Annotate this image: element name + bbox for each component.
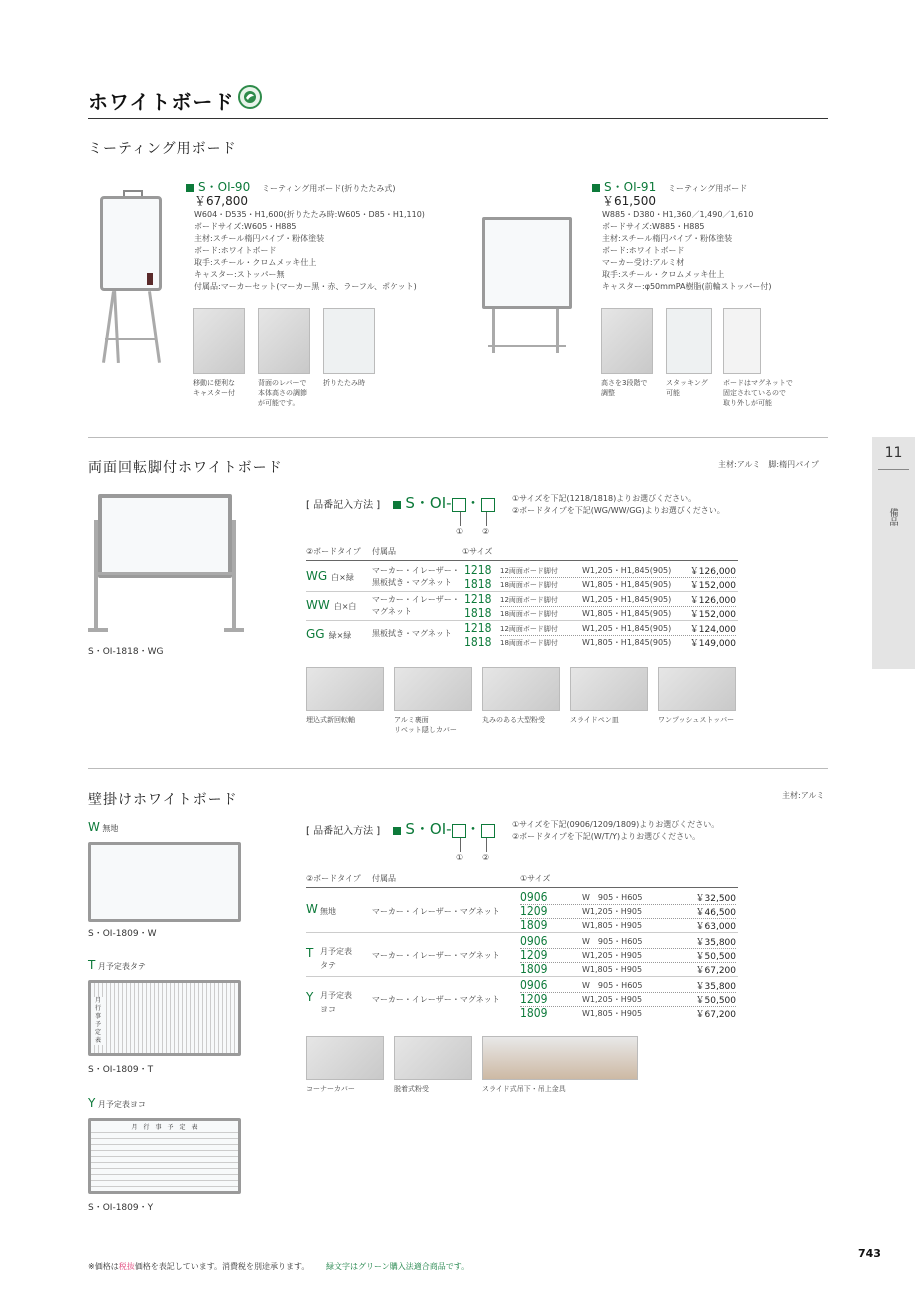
caption-magnet: ボードはマグネットで 固定されているので 取り外しが可能 xyxy=(723,379,793,407)
dimensions: W1,805・H1,845(905) xyxy=(582,609,672,618)
size-code: 1809 xyxy=(520,1006,548,1020)
board-type-desc: 無地 xyxy=(320,907,336,916)
price: ￥67,200 xyxy=(695,1010,736,1020)
eco-mark-icon xyxy=(238,85,262,109)
board-type-desc: 白×白 xyxy=(333,602,357,611)
wall-model-w: S・OI-1809・W xyxy=(88,929,157,939)
price: ￥35,800 xyxy=(695,938,736,948)
order-connector xyxy=(460,512,461,526)
board-type-cell xyxy=(306,627,351,641)
photo-lever xyxy=(258,308,310,374)
accessories-cell: マグネット xyxy=(372,607,412,616)
price: ￥152,000 xyxy=(689,610,736,620)
rotating-board-image xyxy=(88,492,244,640)
side-tab xyxy=(872,437,915,669)
accessories-cell: マーカー・イレーザー・マグネット xyxy=(372,951,500,960)
board-type-cell xyxy=(306,902,318,916)
wall-header-acc: 付属品 xyxy=(372,874,396,883)
photo-corner-cover xyxy=(306,1036,384,1080)
leg-type: 12両面ボード脚付 xyxy=(500,567,558,575)
meeting-board-91-image xyxy=(478,215,576,361)
dimensions: W1,205・H1,845(905) xyxy=(582,595,672,604)
board-type-cell xyxy=(306,598,356,612)
accessories-cell: マーカー・イレーザー・マグネット xyxy=(372,995,500,1004)
caption-corner-cover: コーナーカバー xyxy=(306,1085,355,1093)
photo-pen-tray xyxy=(570,667,648,711)
accessories-cell: 黒板拭き・マグネット xyxy=(372,578,452,587)
wall-header-size: ①サイズ xyxy=(520,874,551,883)
table-rule xyxy=(306,887,738,888)
wall-material: 主材:アルミ xyxy=(782,791,825,800)
rotating-header-type: ②ボードタイプ xyxy=(306,547,361,556)
product-code-oi91: S・OI-91 ミーティング用ボード xyxy=(592,178,747,195)
photo-stacking xyxy=(666,308,712,374)
accessories-cell: マーカー・イレーザー・ xyxy=(372,595,460,604)
size-code: 1209 xyxy=(520,992,548,1006)
wall-type-t-label: T 月予定表タテ xyxy=(88,958,146,972)
order-circle-1: ① xyxy=(456,853,464,862)
accessories-cell: 黒板拭き・マグネット xyxy=(372,629,452,638)
rotating-header-size: ①サイズ xyxy=(462,547,493,556)
caption-folded: 折りたたみ時 xyxy=(323,379,365,387)
wall-board-w-image xyxy=(88,842,241,922)
order-circle-2: ② xyxy=(482,527,490,536)
wall-model-t: S・OI-1809・T xyxy=(88,1065,154,1075)
accessories-cell: マーカー・イレーザー・マグネット xyxy=(372,907,500,916)
price: ￥152,000 xyxy=(689,581,736,591)
caption-detachable-tray: 脱着式粉受 xyxy=(394,1085,429,1093)
dimensions: W 905・H605 xyxy=(582,893,643,902)
size-code: 0906 xyxy=(520,890,548,904)
price-oi90: ￥67,800 xyxy=(194,194,248,208)
side-tab-number: 11 xyxy=(884,445,903,461)
price: ￥63,000 xyxy=(695,922,736,932)
order-circle-2: ② xyxy=(482,853,490,862)
board-type-code: Y xyxy=(306,990,314,1004)
caption-rotation-axis: 埋込式新回転軸 xyxy=(306,716,355,724)
dimensions: W 905・H605 xyxy=(582,937,643,946)
caption-stacking: スタッキング 可能 xyxy=(666,379,708,397)
price: ￥149,000 xyxy=(689,639,736,649)
size-code: 1809 xyxy=(520,962,548,976)
size-code: 1809 xyxy=(520,918,548,932)
size-code: 1218 xyxy=(464,592,492,606)
photo-tray xyxy=(482,667,560,711)
rotating-notes: ①サイズを下記(1218/1818)よりお選びください。 ②ボードタイプを下記(WG/WW/GG)よりお選びください。 xyxy=(512,494,725,515)
size-code: 0906 xyxy=(520,978,548,992)
board-type-code: WG xyxy=(306,569,328,583)
row-rule xyxy=(306,591,738,592)
price: ￥126,000 xyxy=(689,596,736,606)
divider-2 xyxy=(88,768,828,769)
side-tab-label: 備品 xyxy=(887,508,898,526)
wall-board-t-image: 月 行 事 予 定 表 xyxy=(88,980,241,1056)
leg-type: 12両面ボード脚付 xyxy=(500,596,558,604)
section-title-wall: 壁掛けホワイトボード xyxy=(88,792,238,808)
table-rule xyxy=(306,560,738,561)
price: ￥35,800 xyxy=(695,982,736,992)
leg-type: 18両面ボード脚付 xyxy=(500,581,558,589)
size-code: 1218 xyxy=(464,563,492,577)
caption-lever: 背面のレバーで 本体高さの調節 が可能です。 xyxy=(258,379,307,407)
board-type-desc: 月予定表 xyxy=(320,991,352,1000)
board-type-cell xyxy=(306,569,354,583)
board-type-desc: 白×緑 xyxy=(331,573,354,582)
meeting-board-image xyxy=(95,188,170,368)
board-type-code: W xyxy=(306,902,318,916)
wall-model-y: S・OI-1809・Y xyxy=(88,1203,154,1213)
photo-height-adjust xyxy=(601,308,653,374)
size-code: 1818 xyxy=(464,577,492,591)
wall-type-w-label: W 無地 xyxy=(88,820,119,834)
product-code-oi90: S・OI-90 ミーティング用ボード(折りたたみ式) xyxy=(186,178,395,195)
wall-header-type: ②ボードタイプ xyxy=(306,874,361,883)
size-code: 1209 xyxy=(520,948,548,962)
photo-caster xyxy=(193,308,245,374)
dimensions: W1,205・H905 xyxy=(582,951,643,960)
board-type-code: GG xyxy=(306,627,325,641)
rotating-header-acc: 付属品 xyxy=(372,547,396,556)
row-rule xyxy=(306,976,738,977)
caption-caster: 移動に便利な キャスター付 xyxy=(193,379,235,397)
photo-detachable-tray xyxy=(394,1036,472,1080)
title-rule xyxy=(88,118,828,119)
board-type-code: T xyxy=(306,946,314,960)
leg-type: 18両面ボード脚付 xyxy=(500,639,558,647)
photo-rivet-cover xyxy=(394,667,472,711)
price-oi91: ￥61,500 xyxy=(602,194,656,208)
leg-type: 12両面ボード脚付 xyxy=(500,625,558,633)
price: ￥50,500 xyxy=(695,952,736,962)
page-title: ホワイトボード xyxy=(88,90,235,114)
board-type-cell xyxy=(306,946,313,960)
dimensions: W1,205・H1,845(905) xyxy=(582,566,672,575)
wall-board-y-image: 月 行 事 予 定 表 xyxy=(88,1118,241,1194)
footer-note: ※価格は税抜価格を表記しています。消費税を別途承ります。 緑文字はグリーン購入法適合商品です。 xyxy=(88,1262,470,1271)
dimensions: W1,805・H905 xyxy=(582,965,643,974)
price: ￥126,000 xyxy=(689,567,736,577)
photo-rotation-axis xyxy=(306,667,384,711)
rotating-model-label: S・OI-1818・WG xyxy=(88,647,164,657)
row-rule xyxy=(306,620,738,621)
dimensions: W1,805・H905 xyxy=(582,1009,643,1018)
dimensions: W1,805・H905 xyxy=(582,921,643,930)
board-type-desc: タテ xyxy=(320,961,336,970)
photo-slide-hanger xyxy=(482,1036,638,1080)
row-rule xyxy=(306,932,738,933)
size-code: 1218 xyxy=(464,621,492,635)
dimensions: W1,205・H905 xyxy=(582,907,643,916)
board-type-desc: 緑×緑 xyxy=(328,631,352,640)
square-bullet-icon xyxy=(592,184,600,192)
rotating-order-method: [ 品番記入方法 ] S・OI- ・ xyxy=(306,492,495,513)
price: ￥50,500 xyxy=(695,996,736,1006)
rotating-material: 主材:アルミ 脚:楕円パイプ xyxy=(718,460,819,469)
order-connector xyxy=(460,838,461,852)
board-type-cell xyxy=(306,990,313,1004)
board-type-desc: 月予定表 xyxy=(320,947,352,956)
dimensions: W1,805・H1,845(905) xyxy=(582,638,672,647)
photo-magnet xyxy=(723,308,761,374)
board-type-code: WW xyxy=(306,598,330,612)
square-bullet-icon xyxy=(186,184,194,192)
price: ￥46,500 xyxy=(695,908,736,918)
caption-height-adjust: 高さを3段階で 調整 xyxy=(601,379,648,397)
square-bullet-icon xyxy=(393,501,401,509)
caption-tray: 丸みのある大型粉受 xyxy=(482,716,545,724)
order-connector xyxy=(486,838,487,852)
wall-order-method: [ 品番記入方法 ] S・OI- ・ xyxy=(306,818,495,839)
wall-notes: ①サイズを下記(0906/1209/1809)よりお選びください。 ②ボードタイプを下記(W/T/Y)よりお選びください。 xyxy=(512,820,720,841)
accessories-cell: マーカー・イレーザー・ xyxy=(372,566,460,575)
dimensions: W1,805・H1,845(905) xyxy=(582,580,672,589)
section-title-meeting: ミーティング用ボード xyxy=(88,141,237,157)
caption-slide-hanger: スライド式吊下・吊上金具 xyxy=(482,1085,566,1093)
board-type-desc: ヨコ xyxy=(320,1005,336,1014)
size-code: 0906 xyxy=(520,934,548,948)
divider-1 xyxy=(88,437,828,438)
photo-folded xyxy=(323,308,375,374)
caption-stopper: ワンプッシュストッパー xyxy=(658,716,735,724)
size-code: 1818 xyxy=(464,635,492,649)
price: ￥124,000 xyxy=(689,625,736,635)
caption-rivet-cover: アルミ裏面 リベット隠しカバー xyxy=(394,716,457,734)
section-title-rotating: 両面回転脚付ホワイトボード xyxy=(88,460,283,476)
square-bullet-icon xyxy=(393,827,401,835)
dimensions: W1,205・H1,845(905) xyxy=(582,624,672,633)
dimensions: W 905・H605 xyxy=(582,981,643,990)
photo-stopper xyxy=(658,667,736,711)
caption-pen-tray: スライドペン皿 xyxy=(570,716,619,724)
specs-oi91: W885・D380・H1,360／1,490／1,610 ボードサイズ:W885・H885 主材:スチール楕円パイプ・粉体塗装 ボード:ホワイトボード マーカー受け:アルミ材 取手:スチール・クロムメッキ仕上 キャスター:φ50mmPA樹脂(前輪ストッパー付) xyxy=(602,210,772,291)
page-number: 743 xyxy=(858,1247,881,1260)
price: ￥32,500 xyxy=(695,894,736,904)
size-code: 1818 xyxy=(464,606,492,620)
order-circle-1: ① xyxy=(456,527,464,536)
price: ￥67,200 xyxy=(695,966,736,976)
specs-oi90: W604・D535・H1,600(折りたたみ時:W605・D85・H1,110) ボードサイズ:W605・H885 主材:スチール楕円パイプ・粉体塗装 ボード:ホワイトボード 取手:スチール・クロムメッキ仕上 キャスター:ストッパー無 付属品:マーカーセット(マーカー黒・赤、ラーフル、ポケット) xyxy=(194,210,425,291)
dimensions: W1,205・H905 xyxy=(582,995,643,1004)
leg-type: 18両面ボード脚付 xyxy=(500,610,558,618)
size-code: 1209 xyxy=(520,904,548,918)
wall-type-y-label: Y 月予定表ヨコ xyxy=(88,1096,146,1110)
order-connector xyxy=(486,512,487,526)
